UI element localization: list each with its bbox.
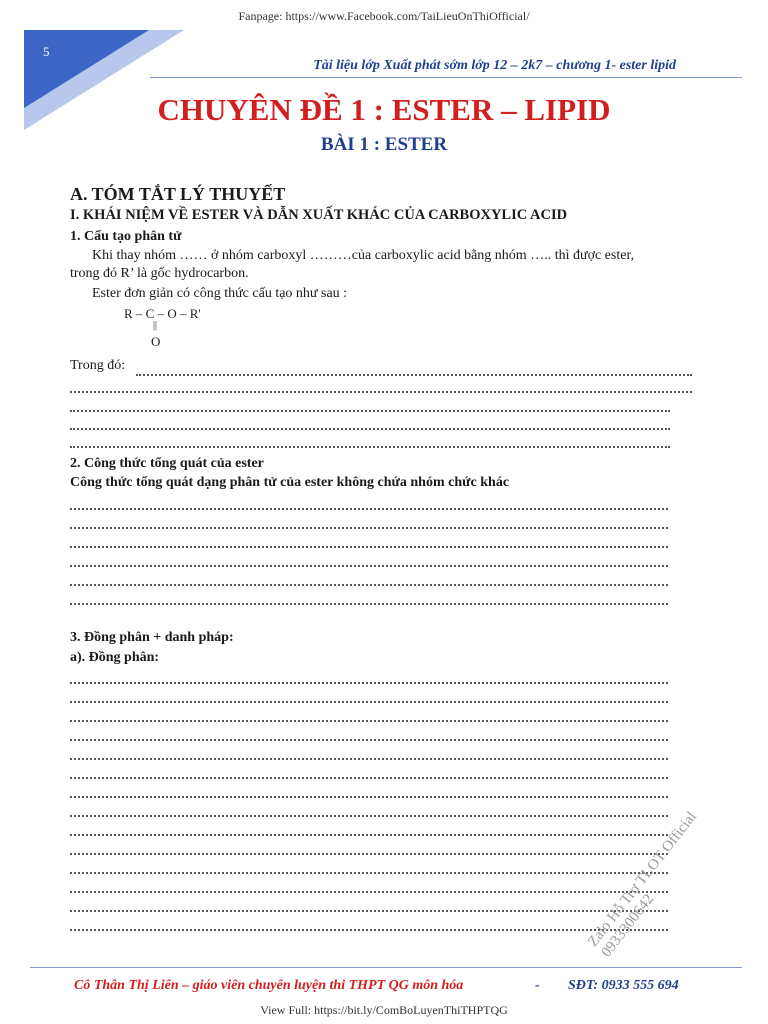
answer-line (70, 708, 668, 722)
double-bond: || (153, 320, 158, 331)
zalo-watermark: Zalo Hỗ Trợ TLOT Official 0933300642 (585, 808, 700, 961)
view-full-link[interactable]: View Full: https://bit.ly/ComBoLuyenThiTHPTQG (260, 1003, 508, 1017)
answer-line (70, 515, 668, 529)
main-title: CHUYÊN ĐỀ 1 : ESTER – LIPID (157, 92, 611, 127)
page-number: 5 (43, 44, 50, 59)
answer-line (70, 496, 668, 510)
part1-line1: Khi thay nhóm …… ở nhóm carboxyl ………của carboxylic acid bằng nhóm ….. thì được ester, (92, 248, 635, 263)
section-a-heading: A. TÓM TẮT LÝ THUYẾT (70, 184, 286, 204)
answer-line (70, 879, 668, 893)
footer-divider (30, 967, 742, 968)
answer-line (70, 434, 670, 448)
footer-phone: SĐT: 0933 555 694 (568, 978, 679, 993)
lesson-title: BÀI 1 : ESTER (320, 134, 448, 155)
answer-line (70, 803, 668, 817)
answer-line (70, 689, 668, 703)
header-divider (150, 77, 742, 78)
trong-do-label: Trong đó: (70, 358, 126, 373)
part1-line2: trong đó R’ là gốc hydrocarbon. (70, 266, 249, 281)
part3-heading: 3. Đồng phân + danh pháp: (70, 630, 234, 645)
part1-line3: Ester đơn giản có công thức cấu tạo như sau : (92, 286, 348, 301)
answer-line (70, 860, 668, 874)
section-i-heading: I. KHÁI NIỆM VỀ ESTER VÀ DẪN XUẤT KHÁC CỦA CARBOXYLIC ACID (70, 207, 568, 223)
answer-line (70, 670, 668, 684)
part2-subheading: Công thức tổng quát dạng phân tử của ester không chứa nhóm chức khác (70, 475, 510, 490)
formula-oxygen: O (151, 334, 161, 349)
answer-line (70, 416, 670, 430)
answer-line (70, 727, 668, 741)
answer-line (70, 784, 668, 798)
answer-line (70, 534, 668, 548)
part3-subheading: a). Đồng phân: (70, 650, 160, 665)
ester-formula: R – C – O – R' (124, 306, 201, 321)
fanpage-url: Fanpage: https://www.Facebook.com/TaiLieuOnThiOfficial/ (238, 9, 530, 23)
answer-line (70, 765, 668, 779)
part1-heading: 1. Cấu tạo phân tử (70, 229, 182, 244)
footer-teacher: Cô Thân Thị Liên – giáo viên chuyên luyện thi THPT QG môn hóa (74, 978, 464, 993)
answer-line (70, 917, 668, 931)
footer-separator: - (535, 978, 540, 993)
answer-line (70, 379, 692, 393)
answer-line (136, 362, 692, 376)
answer-line (70, 572, 668, 586)
part2-heading: 2. Công thức tổng quát của ester (70, 456, 264, 471)
document-title: Tài liệu lớp Xuất phát sớm lớp 12 – 2k7 – chương 1- ester lipid (313, 58, 676, 73)
answer-line (70, 822, 668, 836)
answer-line (70, 841, 668, 855)
answer-line (70, 398, 670, 412)
answer-line (70, 591, 668, 605)
answer-line (70, 898, 668, 912)
answer-line (70, 746, 668, 760)
answer-line (70, 553, 668, 567)
